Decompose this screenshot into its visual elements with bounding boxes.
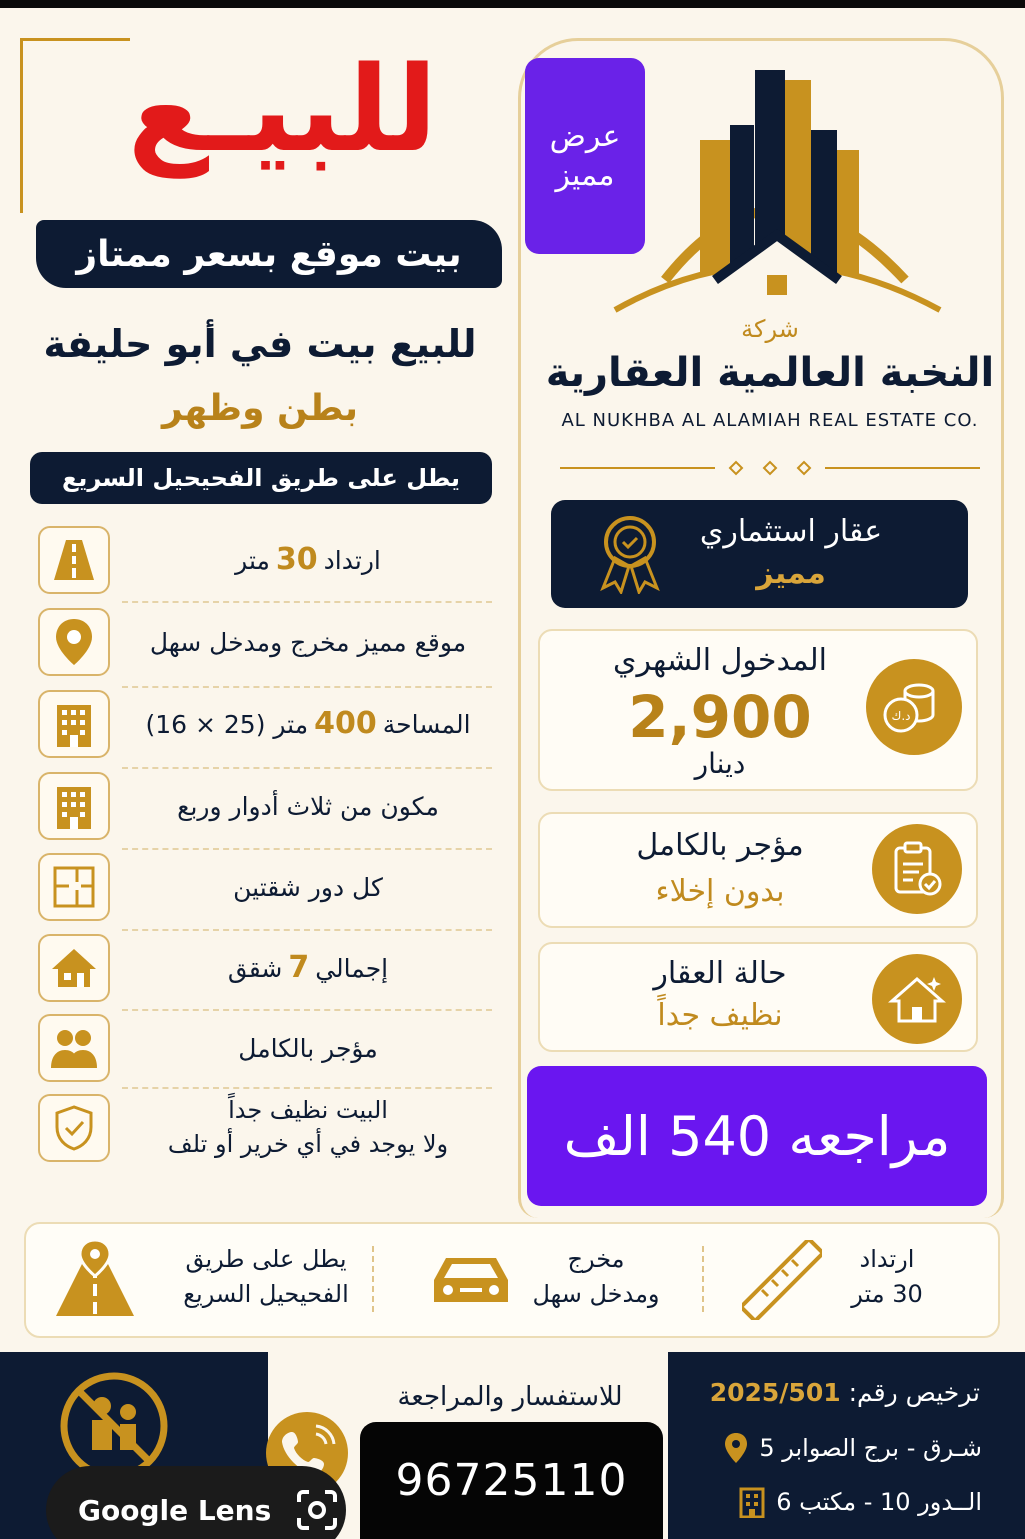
rented-title: مؤجر بالكامل: [636, 828, 804, 863]
investment-title: عقار استثماري: [699, 514, 883, 549]
ornament-divider: [560, 458, 980, 478]
clipboard-check-icon: [872, 824, 962, 914]
special-offer-badge: عرض مميز: [525, 58, 645, 254]
feature-row-area: المساحة 400 متر (25 × 16): [38, 690, 493, 760]
highlights-strip: [24, 1222, 1000, 1338]
house-subheading: بطن وظهر: [162, 388, 358, 429]
feature-row-total-apartments: إجمالي 7 شقق: [38, 934, 493, 1004]
strip-separator: [702, 1246, 704, 1312]
feature-row-setback: ارتداد 30 متر: [38, 526, 493, 596]
feature-row-condition: البيت نظيف جداً ولا يوجد في أي خرير أو تلف: [38, 1094, 493, 1164]
lens-camera-icon: [293, 1486, 341, 1534]
building-icon: [738, 1486, 766, 1518]
clean-house-icon: [872, 954, 962, 1044]
for-sale-title: للبيـع: [127, 40, 438, 178]
price-banner: بيت موقع بسعر ممتاز: [36, 220, 502, 288]
feature-row-floors: مكون من ثلاث أدوار وربع: [38, 772, 493, 842]
house-icon: [38, 934, 110, 1002]
condition-subtitle: نظيف جداً: [657, 998, 783, 1033]
house-heading: للبيع بيت في أبو حليفة: [43, 322, 477, 366]
award-badge-icon: [595, 512, 665, 598]
road-pill: يطل على طريق الفحيحيل السريع: [30, 452, 492, 504]
company-name-english: AL NUKHBA AL ALAMIAH REAL ESTATE CO.: [561, 410, 979, 431]
strip-road-text: يطل على طريق الفحيحيل السريع: [183, 1245, 349, 1308]
fully-rented-card: [538, 812, 978, 928]
feature-row-rented: مؤجر بالكامل: [38, 1014, 493, 1084]
people-icon: [38, 1014, 110, 1082]
road-location-icon: [48, 1238, 142, 1322]
google-lens-label: Google Lens: [78, 1493, 272, 1527]
ruler-icon: [742, 1240, 822, 1324]
coins-icon: [866, 659, 962, 755]
top-status-bar: [0, 0, 1025, 8]
license-line: ترخيص رقم: 2025/501: [709, 1378, 980, 1407]
investment-subtitle: مميز: [756, 556, 826, 591]
divider: [122, 1087, 492, 1089]
address-line-1: شـرق - برج الصوابر 5: [720, 1432, 982, 1464]
divider: [122, 929, 492, 931]
shield-check-icon: [38, 1094, 110, 1162]
company-prefix: شركة: [741, 315, 799, 343]
divider: [122, 1009, 492, 1011]
svg-text:د.ك: د.ك: [891, 709, 911, 723]
monthly-income-card: [538, 629, 978, 791]
floorplan-icon: [38, 853, 110, 921]
inquiry-label: للاستفسار والمراجعة: [397, 1382, 623, 1412]
divider: [122, 767, 492, 769]
building-icon: [38, 772, 110, 840]
feature-row-location: موقع مميز مخرج ومدخل سهل: [38, 608, 493, 678]
income-value: 2,900: [628, 683, 812, 751]
investment-card: [551, 500, 968, 608]
divider: [122, 848, 492, 850]
divider: [122, 601, 492, 603]
strip-setback-text: ارتداد 30 متر: [851, 1245, 923, 1308]
road-icon: [38, 526, 110, 594]
address-line-2: الــدور 10 - مكتب 6: [720, 1486, 982, 1518]
license-number: 2025/501: [709, 1378, 841, 1407]
review-price-box: مراجعه 540 الف: [527, 1066, 987, 1206]
location-pin-icon: [723, 1432, 749, 1464]
phone-number[interactable]: 96725110: [360, 1422, 663, 1539]
company-name: النخبة العالمية العقارية: [545, 350, 995, 396]
feature-row-apartments-per-floor: كل دور شقتين: [38, 853, 493, 923]
building-icon: [38, 690, 110, 758]
rented-subtitle: بدون إخلاء: [655, 874, 785, 909]
condition-title: حالة العقار: [653, 956, 787, 991]
google-lens-button[interactable]: [46, 1466, 346, 1539]
property-condition-card: [538, 942, 978, 1052]
car-icon: [430, 1250, 512, 1314]
strip-separator: [372, 1246, 374, 1312]
location-pin-icon: [38, 608, 110, 676]
income-title: المدخول الشهري: [612, 643, 828, 678]
income-unit: دينار: [694, 747, 746, 780]
divider: [122, 686, 492, 688]
strip-exit-text: مخرج ومدخل سهل: [532, 1245, 660, 1308]
company-logo: [605, 70, 950, 315]
